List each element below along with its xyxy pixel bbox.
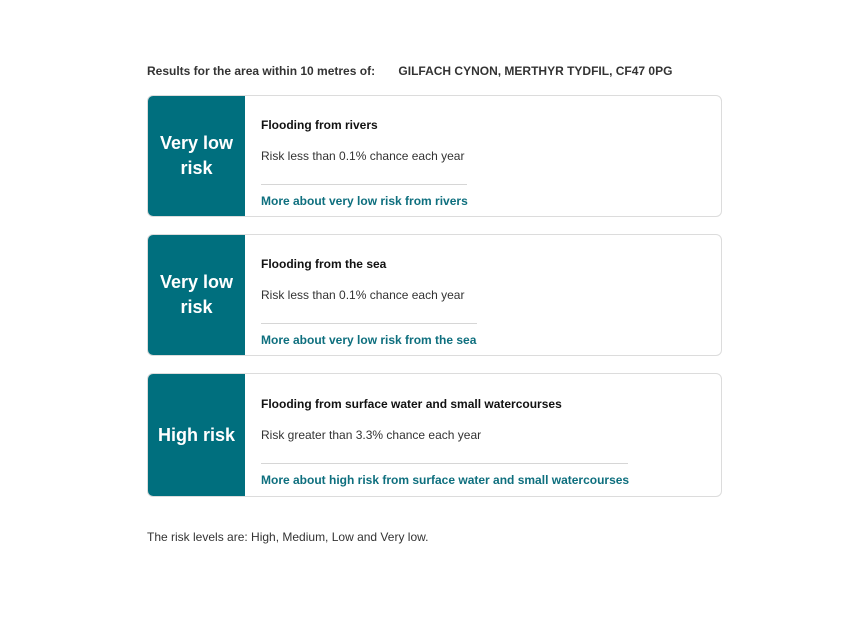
result-card-description: Risk less than 0.1% chance each year <box>261 149 465 163</box>
risk-levels-note: The risk levels are: High, Medium, Low and Very low. <box>147 530 429 544</box>
results-header-label: Results for the area within 10 metres of: <box>147 64 376 78</box>
result-card-rivers <box>147 95 722 217</box>
more-about-link-surface-water[interactable]: More about high risk from surface water and small watercourses <box>261 473 630 487</box>
result-card-divider <box>261 463 628 464</box>
result-card-title: Flooding from rivers <box>261 118 378 132</box>
result-card-title: Flooding from surface water and small watercourses <box>261 397 562 411</box>
risk-level-badge <box>148 374 245 496</box>
result-card-sea <box>147 234 722 356</box>
result-card-description: Risk greater than 3.3% chance each year <box>261 428 482 442</box>
more-about-link-sea[interactable]: More about very low risk from the sea <box>261 333 477 347</box>
result-card-body <box>261 96 709 216</box>
risk-level-label: High risk <box>157 424 236 445</box>
results-header <box>147 64 672 78</box>
result-card-title: Flooding from the sea <box>261 257 387 271</box>
result-card-divider <box>261 184 467 185</box>
result-card-body <box>261 374 709 496</box>
risk-level-badge <box>148 235 245 355</box>
risk-level-badge <box>148 96 245 216</box>
result-card-divider <box>261 323 477 324</box>
result-card-surface-water <box>147 373 722 497</box>
more-about-link-rivers[interactable]: More about very low risk from rivers <box>261 194 468 208</box>
risk-level-label: Very low risk <box>159 133 234 178</box>
result-card-description: Risk less than 0.1% chance each year <box>261 288 465 302</box>
result-card-body <box>261 235 709 355</box>
risk-level-label: Very low risk <box>159 272 234 317</box>
results-address: GILFACH CYNON, MERTHYR TYDFIL, CF47 0PG <box>398 64 673 78</box>
